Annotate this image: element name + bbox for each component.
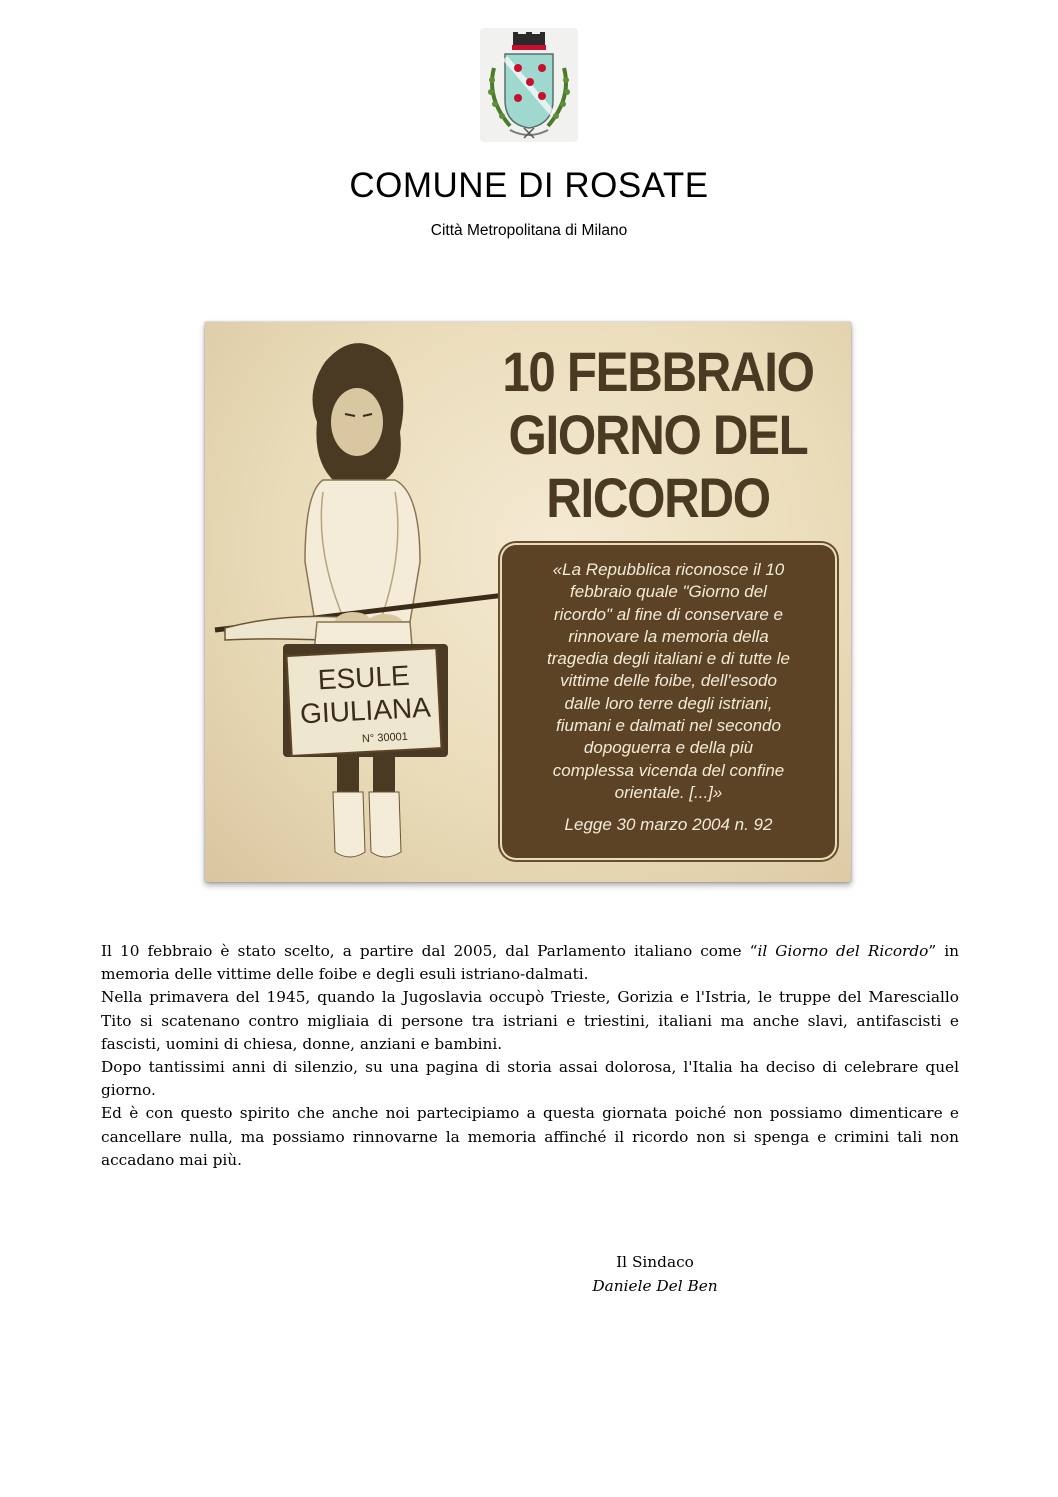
quote-line: «La Repubblica riconosce il 10 [552, 560, 785, 579]
signature-block [555, 1250, 755, 1298]
sign-line-1: ESULE [317, 659, 411, 696]
quote-line: complessa vicenda del confine [552, 760, 785, 780]
girl-illustration [205, 322, 505, 882]
quote-line: ricordo" al fine di conservare e [553, 604, 784, 624]
paragraph-text: Il 10 febbraio è stato scelto, a partire dal 2005, dal Parlamento italiano come “ [101, 942, 758, 960]
paragraph-text: ” in memoria delle vittime delle foibe e degli esuli istriano-dalmati. [101, 942, 959, 984]
quote-line: tragedia degli italiani e di tutte le [547, 649, 790, 669]
quote-line: dopoguerra e della più [583, 738, 754, 758]
paragraph: Nella primavera del 1945, quando la Jugoslavia occupò Trieste, Gorizia e l'Istria, le truppe del Maresciallo Tito si scatenano contro migliaia di persone tra istriani e triestini, italiani ma anche slavi, antifascisti e fascisti, uomini di chiesa, donne, anziani e bambini. [101, 988, 959, 1053]
page-title: COMUNE DI ROSATE [349, 166, 709, 205]
coat-of-arms [480, 28, 578, 142]
quote-line: orientale. [...]» [614, 782, 723, 802]
poster-headline [495, 340, 821, 529]
law-reference: Legge 30 marzo 2004 n. 92 [564, 815, 773, 834]
page-subtitle: Città Metropolitana di Milano [430, 222, 628, 239]
crest-icon [480, 28, 578, 142]
paragraph [101, 940, 959, 986]
quote-line: vittime delle foibe, dell'esodo [560, 671, 777, 691]
paragraph: Ed è con questo spirito che anche noi partecipiamo a questa giornata poiché non possiamo dimenticare e cancellare nulla, ma possiamo rinnovarne la memoria affinché il ricordo non si spenga e crimini tali non accadano mai più. [101, 1104, 959, 1169]
paragraph-emphasis: il Giorno del Ricordo [757, 942, 929, 960]
law-quote [516, 559, 821, 804]
signature-role: Il Sindaco [616, 1253, 694, 1271]
quote-line: febbraio quale "Giorno del [570, 582, 767, 602]
quote-line: dalle loro terre degli istriani, [564, 693, 773, 713]
headline-line: RICORDO [546, 466, 770, 529]
sign-line-2: GIULIANA [299, 691, 432, 730]
body-text [101, 940, 959, 1172]
headline-line: 10 FEBBRAIO [502, 340, 814, 403]
quote-line: fiumani e dalmati nel secondo [556, 716, 781, 736]
poster-image [205, 322, 851, 882]
signature-name: Daniele Del Ben [592, 1277, 718, 1295]
paragraph: Dopo tantissimi anni di silenzio, su una pagina di storia assai dolorosa, l'Italia ha deciso di celebrare quel giorno. [101, 1058, 959, 1100]
quote-line: rinnovare la memoria della [568, 626, 769, 646]
sign-number: N° 30001 [361, 730, 409, 746]
law-quote-box [502, 545, 835, 858]
headline-line: GIORNO DEL [508, 403, 808, 466]
